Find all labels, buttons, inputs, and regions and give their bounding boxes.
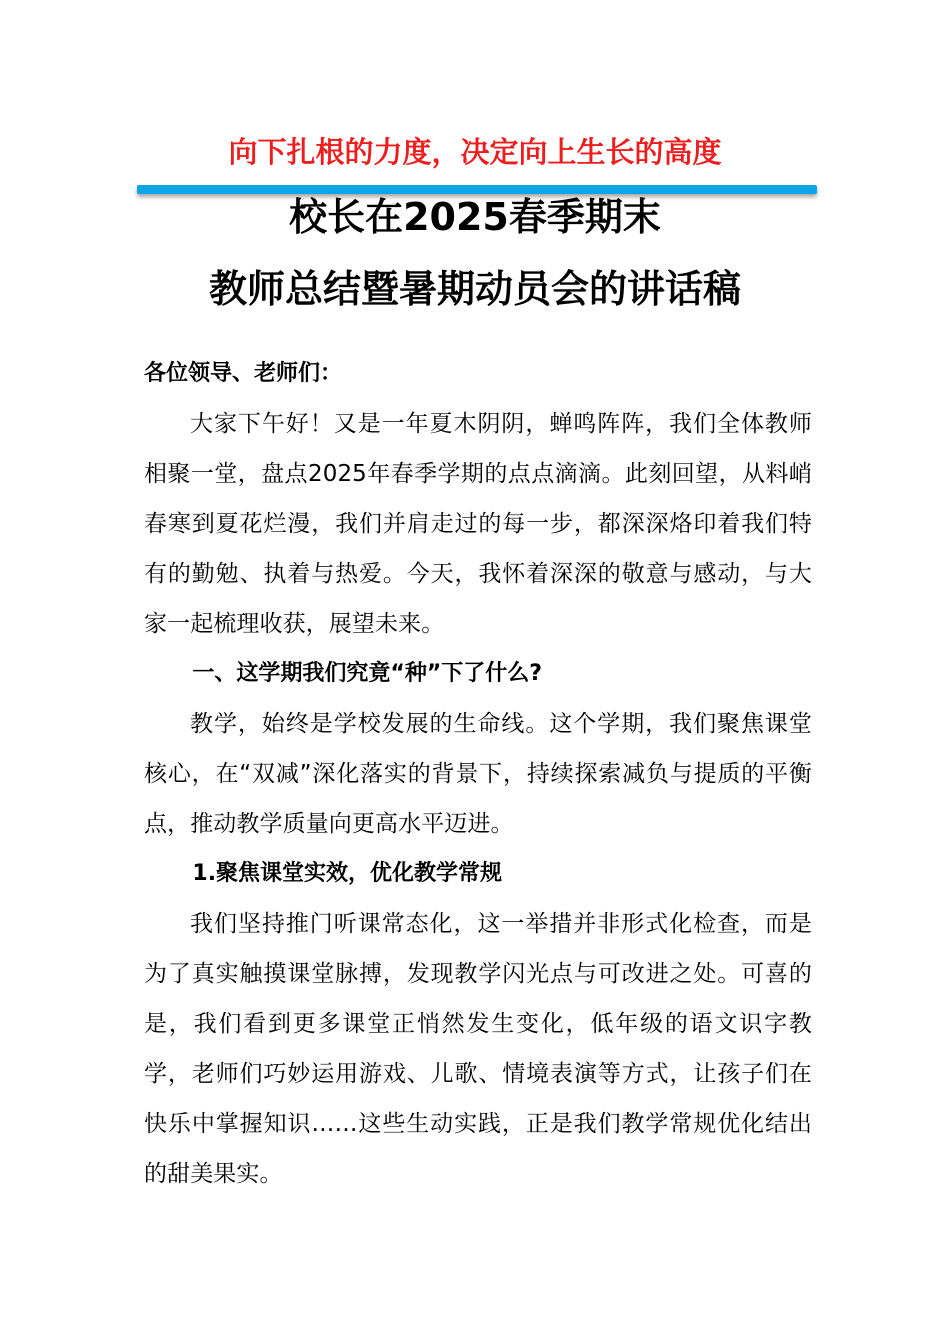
paragraph-subsection-1: 我们坚持推门听课常态化，这一举措并非形式化检查，而是为了真实触摸课堂脉搏，发现教学闪光点与可改进之处。可喜的是，我们看到更多课堂正悄然发生变化，低年级的语文识字教学，老师们巧妙运用游戏、儿歌、情境表演等方式，让孩子们在快乐中掌握知识……这些生动实践，正是我们教学常规优化结出的甜美果实。 — [144, 911, 812, 1187]
document-body — [144, 399, 812, 1199]
paragraph-intro: 大家下午好！又是一年夏木阴阴，蝉鸣阵阵，我们全体教师相聚一堂，盘点2025年春季学期的点点滴滴。此刻回望，从料峭春寒到夏花烂漫，我们并肩走过的每一步，都深深烙印着我们特有的勤勉、执着与热爱。今天，我怀着深深的敬意与感动，与大家一起梳理收获，展望未来。 — [144, 411, 812, 637]
document-title-line-2: 教师总结暨暑期动员会的讲话稿 — [208, 267, 741, 311]
section-heading-1: 一、这学期我们究竟“种”下了什么? — [192, 661, 543, 686]
paragraph-section-1: 教学，始终是学校发展的生命线。这个学期，我们聚焦课堂核心，在“双减”深化落实的背景下，持续探索减负与提质的平衡点，推动教学质量向更高水平迈进。 — [144, 711, 812, 837]
document-title-line-1: 校长在2025春季期末 — [289, 195, 661, 239]
subsection-heading-1: 1.聚焦课堂实效，优化教学常规 — [192, 861, 503, 886]
salutation: 各位领导、老师们： — [144, 361, 343, 386]
document-tagline: 向下扎根的力度，决定向上生长的高度 — [228, 135, 722, 169]
